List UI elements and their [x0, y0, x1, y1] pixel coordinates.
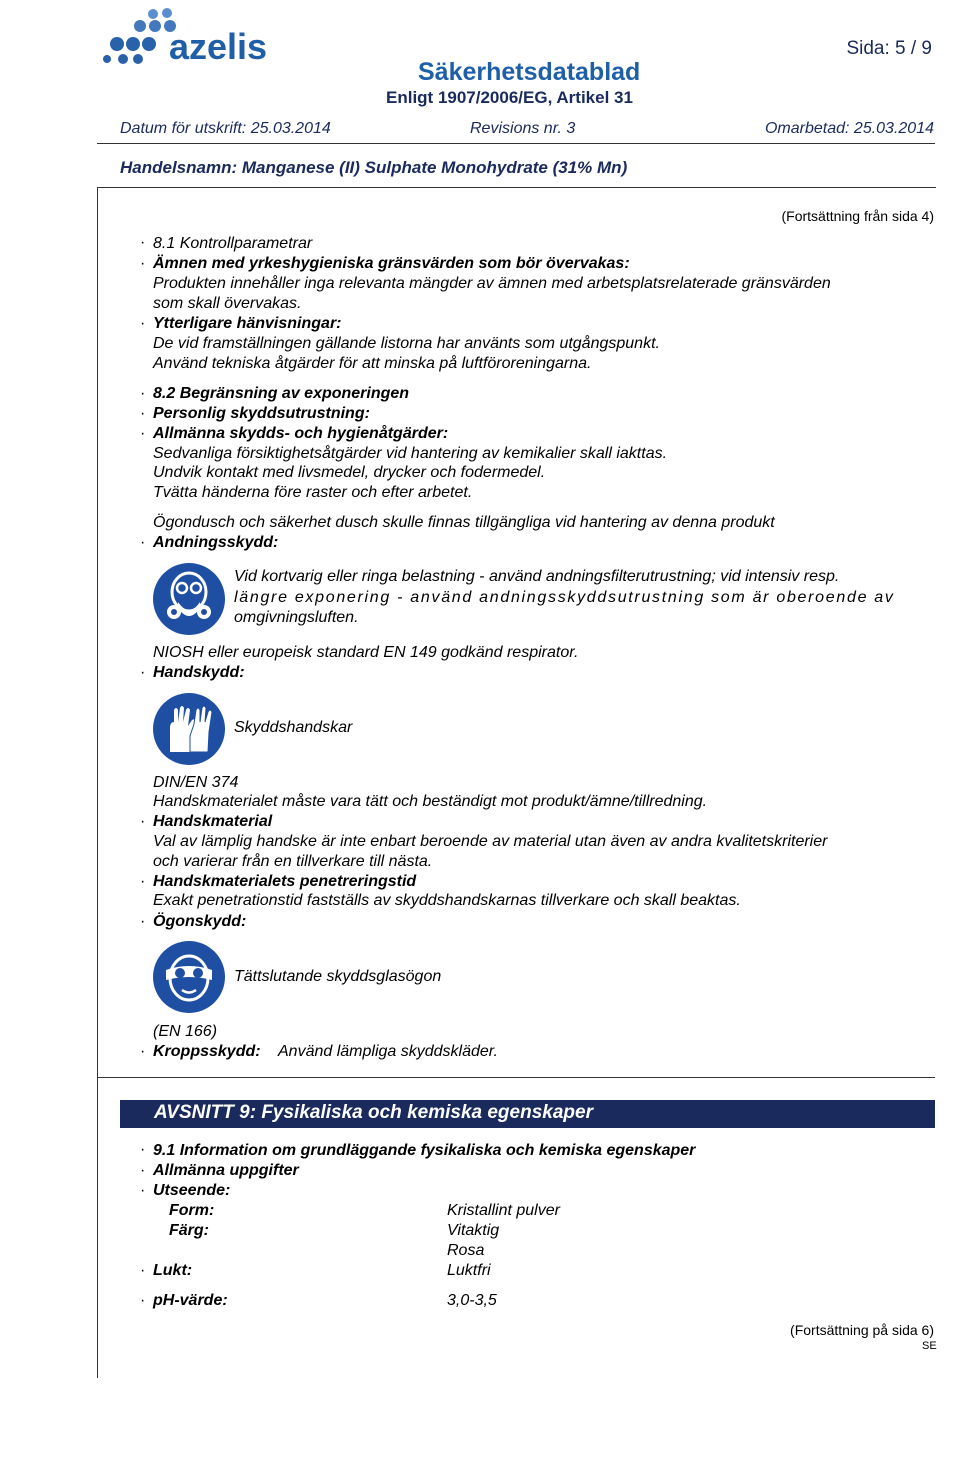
ph-value: 3,0-3,5 — [447, 1292, 497, 1309]
allmanna-text-2: Undvik kontakt med livsmedel, drycker och fodermedel. — [153, 464, 546, 481]
niosh-text: NIOSH eller europeisk standard EN 149 godkänd respirator. — [153, 644, 579, 661]
continued-to: (Fortsättning på sida 6) — [790, 1322, 934, 1338]
din-text: DIN/EN 374 — [153, 774, 239, 791]
andning-text-3: omgivningsluften. — [234, 609, 359, 626]
farg-value-1: Vitaktig — [447, 1222, 500, 1239]
continued-from: (Fortsättning från sida 4) — [781, 208, 934, 224]
handskmaterialet-text: Handskmaterialet måste vara tätt och beständigt mot produkt/ämne/tillredning. — [153, 793, 708, 810]
revised-date: Omarbetad: 25.03.2014 — [764, 120, 934, 137]
gloves-icon — [152, 692, 226, 771]
farg-label: Färg: — [169, 1222, 209, 1239]
language-code: SE — [922, 1340, 937, 1352]
bullet: · — [140, 813, 146, 830]
bullet: · — [140, 913, 146, 930]
handskydd-text: Skyddshandskar — [234, 719, 353, 736]
print-date: Datum för utskrift: 25.03.2014 — [120, 120, 331, 137]
allmanna-heading: Allmänna skydds- och hygienåtgärder: — [153, 425, 449, 442]
section-8-1: 8.1 Kontrollparametrar — [153, 235, 313, 252]
amnen-text-1: Produkten innehåller inga relevanta mängder av ämnen med arbetsplatsrelaterade gränsvärden — [153, 275, 831, 292]
page-number: Sida: 5 / 9 — [846, 38, 932, 59]
allmanna-uppgifter: Allmänna uppgifter — [153, 1162, 299, 1179]
andning-text-2: längre exponering - använd andningsskyddsutrustning som är oberoende av — [234, 589, 895, 606]
bullet: · — [140, 315, 146, 332]
bullet: · — [140, 1182, 146, 1199]
bullet: · — [140, 1262, 146, 1279]
lukt-label: Lukt: — [153, 1262, 193, 1279]
lukt-value: Luktfri — [447, 1262, 491, 1279]
ogonskydd-heading: Ögonskydd: — [153, 913, 247, 930]
allmanna-text-1: Sedvanliga försiktighetsåtgärder vid hantering av kemikalier skall iakttas. — [153, 445, 668, 462]
revision-number: Revisions nr. 3 — [470, 120, 576, 137]
bullet: · — [140, 873, 146, 890]
content-frame-bottom — [97, 1077, 935, 1078]
penetrering-heading: Handskmaterialets penetreringstid — [153, 873, 417, 890]
section-9-bar — [120, 1100, 935, 1128]
bullet: · — [140, 1162, 146, 1179]
ogonskydd-text: Tättslutande skyddsglasögon — [234, 968, 442, 985]
bullet: · — [140, 385, 146, 402]
farg-value-2: Rosa — [447, 1242, 485, 1259]
form-label: Form: — [169, 1202, 215, 1219]
kroppsskydd-text: Använd lämpliga skyddskläder. — [278, 1043, 498, 1060]
kroppsskydd-heading: Kroppsskydd: — [153, 1043, 261, 1060]
document-title: Säkerhetsdatablad — [418, 58, 641, 86]
personlig-heading: Personlig skyddsutrustning: — [153, 405, 370, 422]
bullet: · — [140, 234, 146, 251]
ytterligare-heading: Ytterligare hänvisningar: — [153, 315, 342, 332]
ogondusch-text: Ögondusch och säkerhet dusch skulle finnas tillgängliga vid hantering av denna produkt — [153, 514, 775, 531]
trade-name: Handelsnamn: Manganese (II) Sulphate Monohydrate (31% Mn) — [120, 158, 628, 177]
logo-text: azelis — [169, 26, 268, 67]
section-9-title: AVSNITT 9: Fysikaliska och kemiska egenskaper — [154, 1102, 593, 1123]
en166-text: (EN 166) — [153, 1023, 218, 1040]
ytterligare-text-2: Använd tekniska åtgärder för att minska på luftföroreningarna. — [153, 355, 592, 372]
bullet: · — [140, 1292, 146, 1309]
bullet: · — [140, 534, 146, 551]
ytterligare-text-1: De vid framställningen gällande listorna har använts som utgångspunkt. — [153, 335, 660, 352]
penetrering-text: Exakt penetrationstid fastställs av skyddshandskarnas tillverkare och skall beaktas. — [153, 892, 741, 909]
utseende-label: Utseende: — [153, 1182, 231, 1199]
goggles-icon — [152, 940, 226, 1019]
amnen-text-2: som skall övervakas. — [153, 295, 302, 312]
andning-heading: Andningsskydd: — [153, 534, 279, 551]
allmanna-text-3: Tvätta händerna före raster och efter arbetet. — [153, 484, 473, 501]
handskmaterial-text-2: och varierar från en tillverkare till nästa. — [153, 853, 433, 870]
handskmaterial-text-1: Val av lämplig handske är inte enbart beroende av material utan även av andra kvalitetskriterier — [153, 833, 828, 850]
bullet: · — [140, 405, 146, 422]
bullet: · — [140, 255, 146, 272]
amnen-heading: Ämnen med yrkeshygieniska gränsvärden som bör övervakas: — [153, 255, 630, 272]
document-subtitle: Enligt 1907/2006/EG, Artikel 31 — [386, 88, 633, 107]
respirator-icon — [152, 562, 226, 641]
handskmaterial-heading: Handskmaterial — [153, 813, 273, 830]
bullet: · — [140, 1043, 146, 1060]
handskydd-heading: Handskydd: — [153, 664, 245, 681]
section-8-2: 8.2 Begränsning av exponeringen — [153, 385, 410, 402]
bullet: · — [140, 664, 146, 681]
header-divider — [97, 143, 935, 144]
bullet: · — [140, 1141, 146, 1158]
andning-text-1: Vid kortvarig eller ringa belastning - använd andningsfilterutrustning; vid intensiv resp. — [234, 568, 840, 585]
section-9-1: 9.1 Information om grundläggande fysikaliska och kemiska egenskaper — [153, 1142, 696, 1159]
bullet: · — [140, 425, 146, 442]
form-value: Kristallint pulver — [447, 1202, 560, 1219]
azelis-logo — [95, 4, 268, 67]
ph-label: pH-värde: — [153, 1292, 228, 1309]
